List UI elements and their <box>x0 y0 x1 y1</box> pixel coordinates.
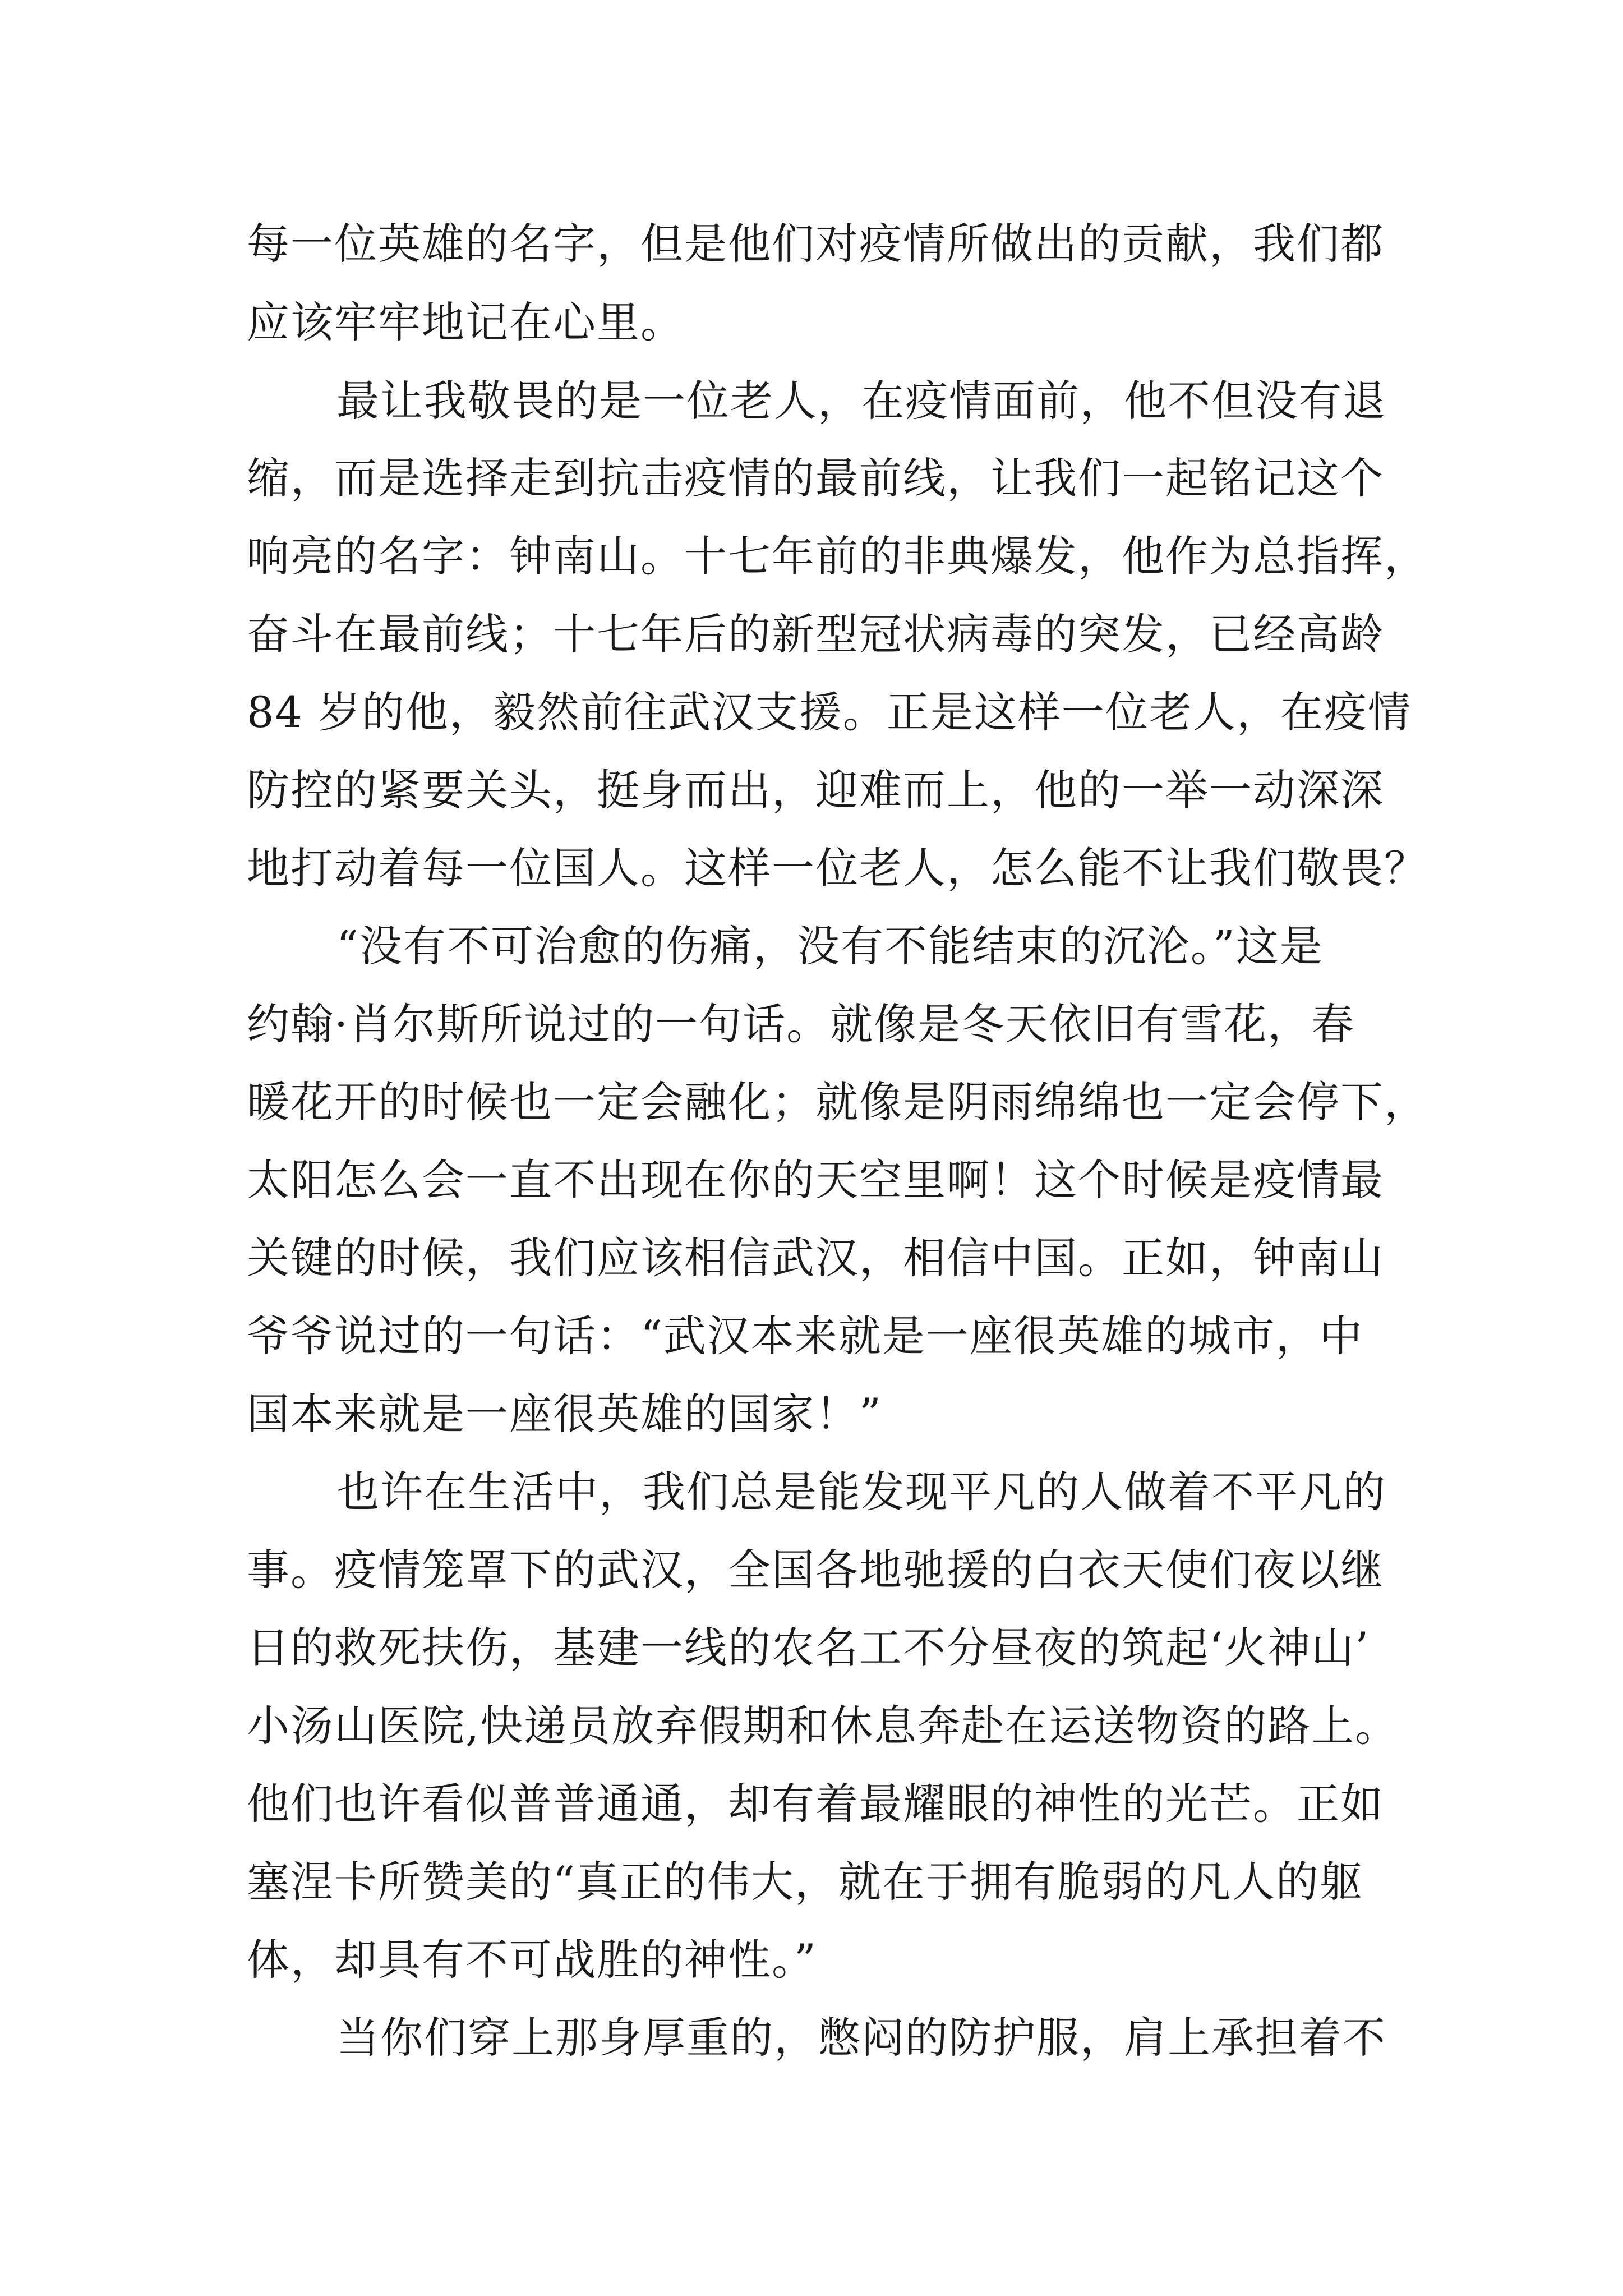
text-line-18: 事。疫情笼罩下的武汉，全国各地驰援的白衣天使们夜以继 <box>247 1545 1384 1595</box>
text-line-8: 防控的紧要关头，挺身而出，迎难而上，他的一举一动深深 <box>247 765 1384 815</box>
text-line-6: 奋斗在最前线；十七年后的新型冠状病毒的突发，已经高龄 <box>247 609 1384 659</box>
text-line-16: 国本来就是一座很英雄的国家！” <box>247 1389 882 1439</box>
text-line-7: 84 岁的他，毅然前往武汉支援。正是这样一位老人，在疫情 <box>247 687 1412 737</box>
text-line-2: 应该牢牢地记在心里。 <box>247 297 684 347</box>
text-line-1: 每一位英雄的名字，但是他们对疫情所做出的贡献，我们都 <box>247 219 1384 269</box>
text-line-13: 太阳怎么会一直不出现在你的天空里啊！这个时候是疫情最 <box>247 1155 1384 1205</box>
text-line-22: 塞涅卡所赞美的“真正的伟大，就在于拥有脆弱的凡人的躯 <box>247 1857 1363 1907</box>
text-line-23: 体，却具有不可战胜的神性。” <box>247 1935 817 1985</box>
text-line-5: 响亮的名字：钟南山。十七年前的非典爆发，他作为总指挥， <box>247 531 1428 581</box>
text-line-14: 关键的时候，我们应该相信武汉，相信中国。正如，钟南山 <box>247 1233 1384 1283</box>
text-line-15: 爷爷说过的一句话：“武汉本来就是一座很英雄的城市，中 <box>247 1311 1363 1361</box>
text-line-12: 暖花开的时候也一定会融化；就像是阴雨绵绵也一定会停下， <box>247 1077 1428 1127</box>
text-line-20: 小汤山医院,快递员放弃假期和休息奔赴在运送物资的路上。 <box>247 1701 1399 1751</box>
text-line-3: 最让我敬畏的是一位老人，在疫情面前，他不但没有退 <box>336 376 1386 426</box>
text-line-4: 缩，而是选择走到抗击疫情的最前线，让我们一起铭记这个 <box>247 453 1384 503</box>
text-line-24: 当你们穿上那身厚重的，憋闷的防护服，肩上承担着不 <box>336 2013 1386 2063</box>
text-line-10: “没有不可治愈的伤痛，没有不能结束的沉沦。”这是 <box>336 921 1324 971</box>
text-line-19: 日的救死扶伤，基建一线的农名工不分昼夜的筑起‘火神山’ <box>247 1623 1370 1673</box>
text-line-21: 他们也许看似普普通通，却有着最耀眼的神性的光芒。正如 <box>247 1779 1384 1829</box>
text-line-9: 地打动着每一位国人。这样一位老人，怎么能不让我们敬畏？ <box>247 843 1428 893</box>
text-line-11: 约翰·肖尔斯所说过的一句话。就像是冬天依旧有雪花，春 <box>247 999 1355 1049</box>
text-line-17: 也许在生活中，我们总是能发现平凡的人做着不平凡的 <box>336 1467 1386 1517</box>
